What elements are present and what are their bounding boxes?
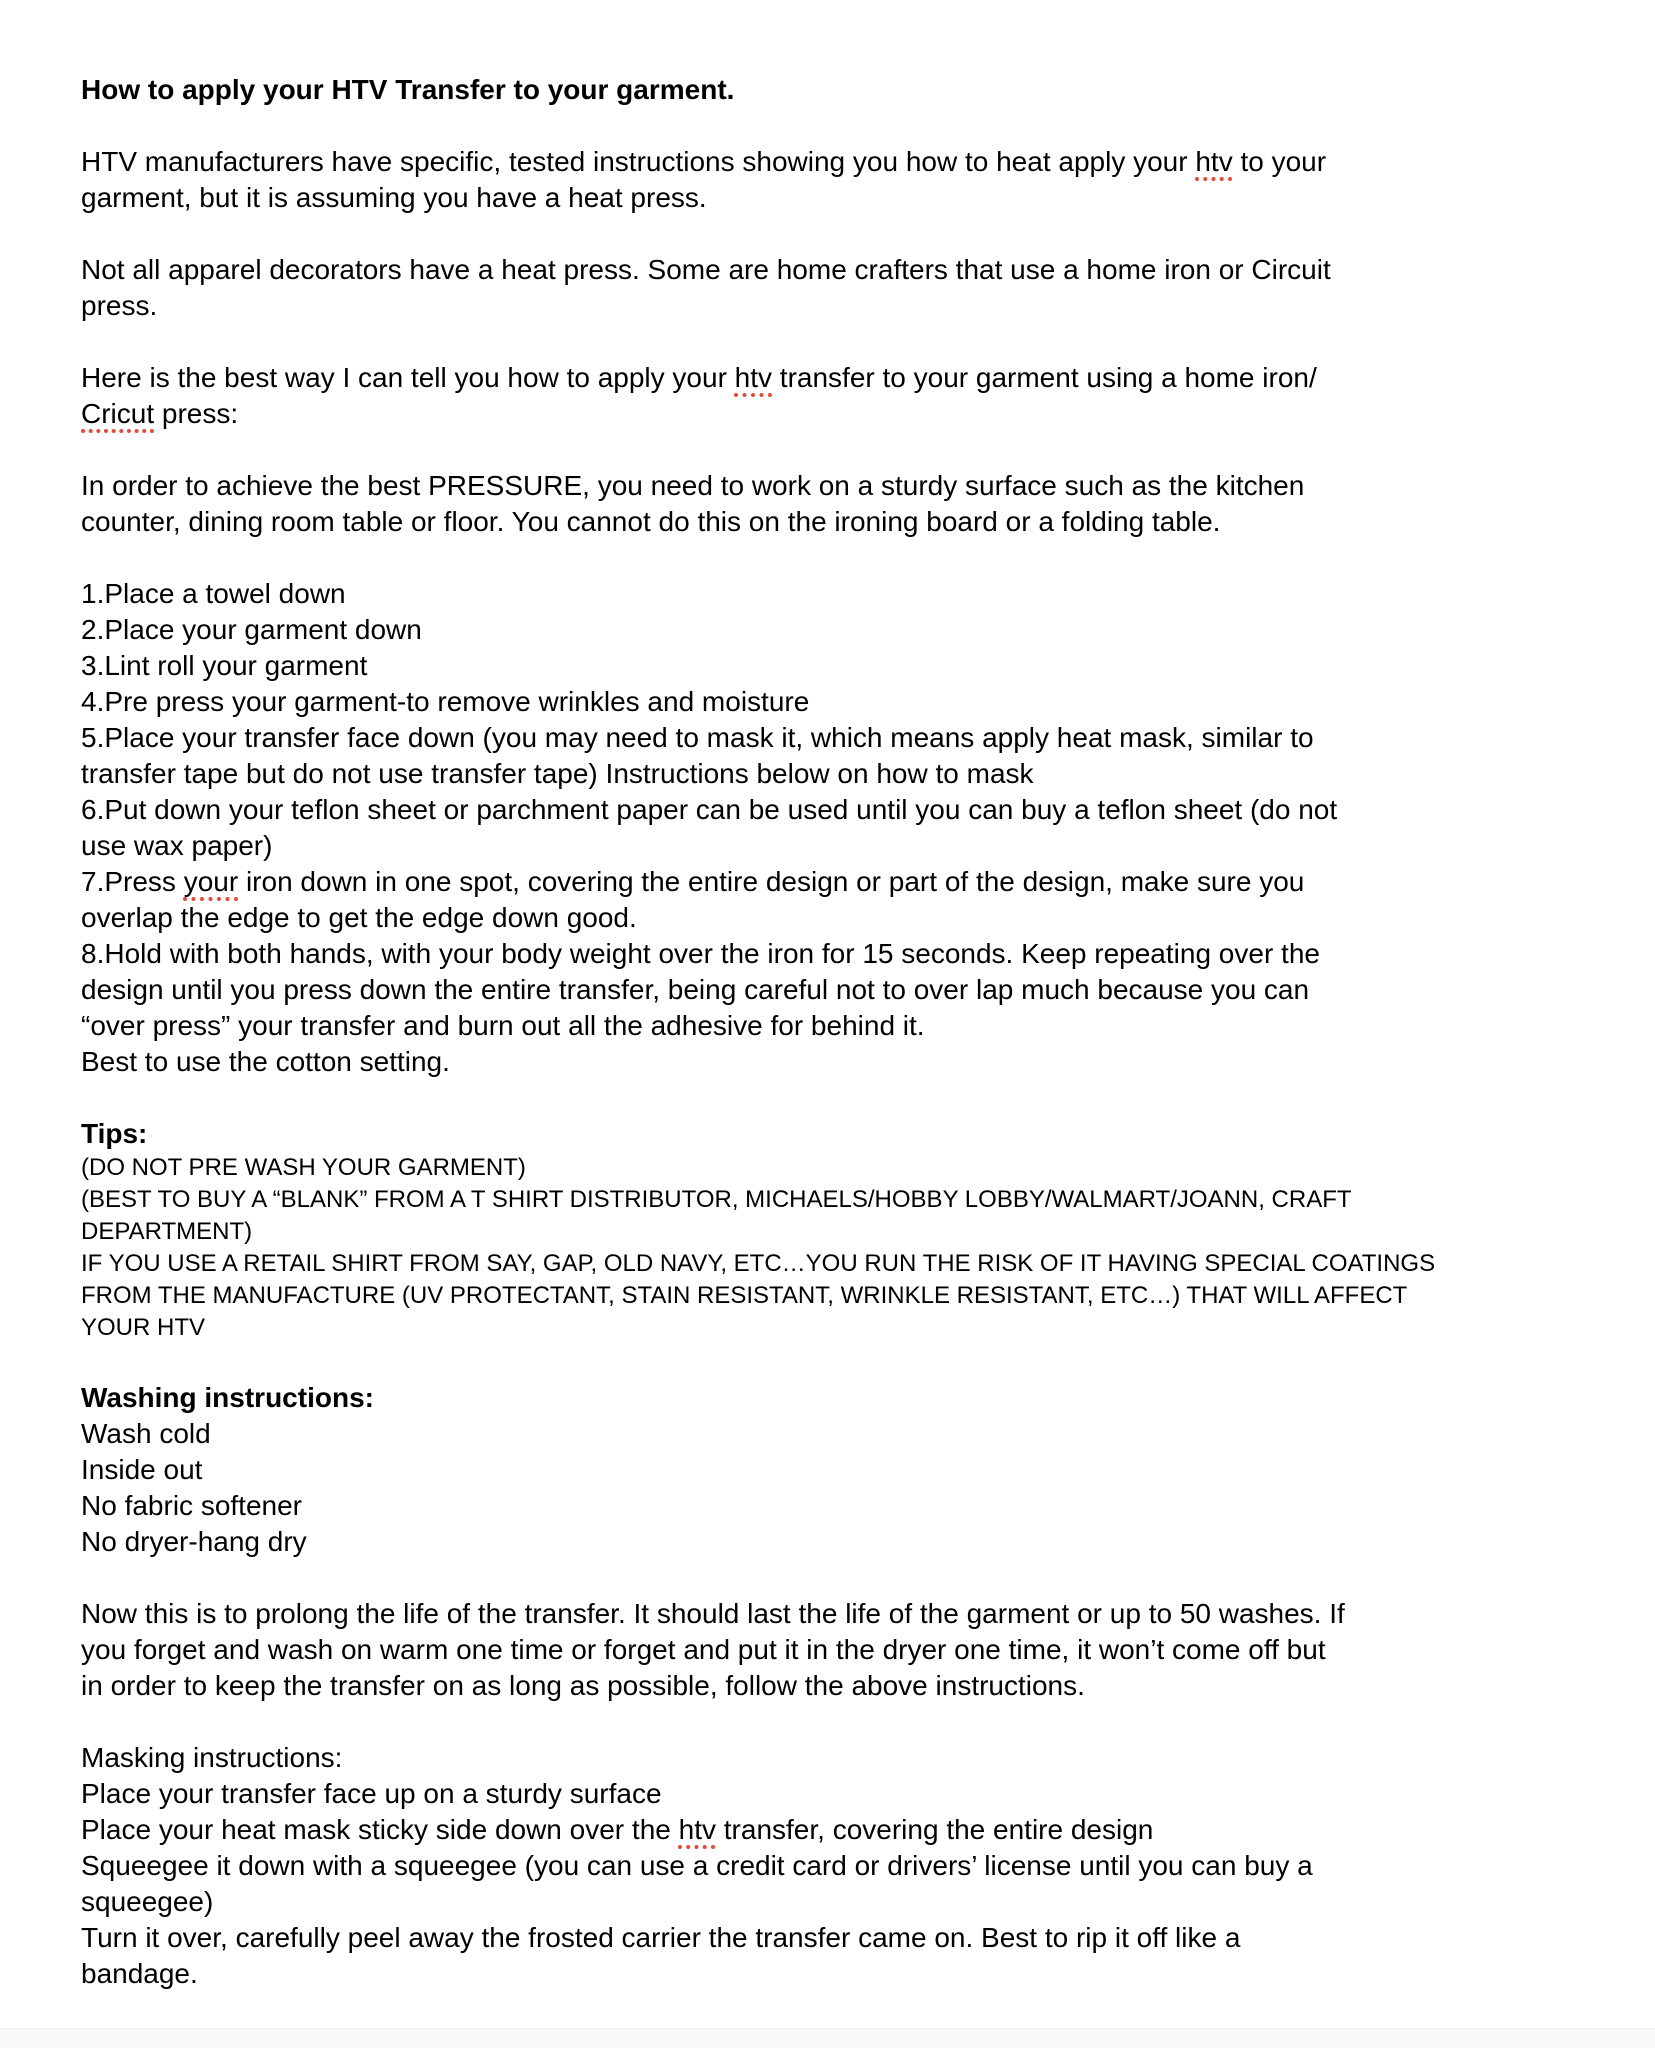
text-segment: transfer tape but do not use transfer tape) Instructions below on how to mask [81, 758, 1034, 789]
text-line [81, 1044, 1611, 1080]
text-line [81, 288, 1611, 324]
text-segment: iron down in one spot, covering the entire design or part of the design, make sure you [238, 866, 1305, 897]
text-line [81, 864, 1611, 900]
text-line [81, 972, 1611, 1008]
text-segment: Squeegee it down with a squeegee (you can use a credit card or drivers’ license until you can buy a [81, 1850, 1313, 1881]
text-segment: Turn it over, carefully peel away the frosted carrier the transfer came on. Best to rip it off like a [81, 1922, 1241, 1953]
text-line [81, 72, 1611, 108]
text-segment: transfer, covering the entire design [715, 1814, 1154, 1845]
text-line [81, 1248, 1611, 1280]
text-segment: garment, but it is assuming you have a heat press. [81, 182, 707, 213]
text-line [81, 360, 1611, 396]
text-line [81, 144, 1611, 180]
misspelled-word: htv [1195, 146, 1233, 177]
text-segment: YOUR HTV [81, 1314, 206, 1341]
text-line [81, 180, 1611, 216]
text-segment: DEPARTMENT) [81, 1218, 253, 1245]
tips-heading [81, 1116, 1611, 1152]
text-segment: FROM THE MANUFACTURE (UV PROTECTANT, STAIN RESISTANT, WRINKLE RESISTANT, ETC…) THAT WILL AFFECT [81, 1282, 1408, 1309]
text-segment: transfer to your garment using a home iron/ [772, 362, 1317, 393]
window-bottom-edge [0, 2028, 1655, 2048]
text-segment: “over press” your transfer and burn out all the adhesive for behind it. [81, 1010, 925, 1041]
text-line [81, 1380, 1611, 1416]
text-segment: 3.Lint roll your garment [81, 650, 368, 681]
text-line [81, 1596, 1611, 1632]
text-line [81, 1312, 1611, 1344]
text-segment: (BEST TO BUY A “BLANK” FROM A T SHIRT DISTRIBUTOR, MICHAELS/HOBBY LOBBY/WALMART/JOANN, CRAFT [81, 1186, 1352, 1213]
text-line [81, 1884, 1611, 1920]
text-segment: (DO NOT PRE WASH YOUR GARMENT) [81, 1154, 526, 1181]
text-line [81, 1452, 1611, 1488]
text-line [81, 1632, 1611, 1668]
text-segment: No dryer-hang dry [81, 1526, 307, 1557]
text-line [81, 468, 1611, 504]
text-segment: Inside out [81, 1454, 203, 1485]
text-segment: 5.Place your transfer face down (you may need to mask it, which means apply heat mask, similar to [81, 722, 1314, 753]
text-line [81, 1184, 1611, 1216]
text-line [81, 504, 1611, 540]
text-segment: 4.Pre press your garment-to remove wrinkles and moisture [81, 686, 810, 717]
text-segment: 6.Put down your teflon sheet or parchment paper can be used until you can buy a teflon sheet (do not [81, 794, 1338, 825]
masking-instructions [81, 1740, 1611, 1992]
text-segment: press: [154, 398, 239, 429]
text-line [81, 1920, 1611, 1956]
text-line [81, 1216, 1611, 1248]
text-segment: use wax paper) [81, 830, 273, 861]
text-segment: Masking instructions: [81, 1742, 343, 1773]
text-segment: Here is the best way I can tell you how to apply your [81, 362, 735, 393]
text-line [81, 756, 1611, 792]
text-segment: Washing instructions: [81, 1382, 374, 1413]
text-segment: design until you press down the entire transfer, being careful not to over lap much because you can [81, 974, 1310, 1005]
misspelled-word: htv [734, 362, 773, 393]
text-line [81, 1416, 1611, 1452]
pressure-paragraph [81, 468, 1611, 540]
text-line [81, 1740, 1611, 1776]
misspelled-word: htv [678, 1814, 716, 1845]
text-line [81, 1008, 1611, 1044]
best-way-paragraph [81, 360, 1611, 432]
text-segment: 8.Hold with both hands, with your body weight over the iron for 15 seconds. Keep repeating over the [81, 938, 1320, 969]
text-line [81, 576, 1611, 612]
text-segment: Best to use the cotton setting. [81, 1046, 450, 1077]
washing-heading [81, 1380, 1611, 1416]
text-segment: to your [1232, 146, 1327, 177]
text-segment: No fabric softener [81, 1490, 302, 1521]
text-line [81, 1956, 1611, 1992]
text-line [81, 720, 1611, 756]
text-segment: In order to achieve the best PRESSURE, you need to work on a sturdy surface such as the kitchen [81, 470, 1305, 501]
text-segment: Tips: [81, 1118, 148, 1149]
text-line [81, 1524, 1611, 1560]
text-line [81, 1812, 1611, 1848]
text-line [81, 1668, 1611, 1704]
washing-list [81, 1416, 1611, 1560]
text-line [81, 648, 1611, 684]
not-all-decorators-paragraph [81, 252, 1611, 324]
text-line [81, 792, 1611, 828]
text-line [81, 612, 1611, 648]
text-line [81, 252, 1611, 288]
text-segment: counter, dining room table or floor. You cannot do this on the ironing board or a folding table. [81, 506, 1221, 537]
document-content [81, 72, 1611, 1992]
text-segment: Place your heat mask sticky side down over the [81, 1814, 679, 1845]
text-line [81, 684, 1611, 720]
text-line [81, 900, 1611, 936]
text-line [81, 1116, 1611, 1152]
text-segment: Place your transfer face up on a sturdy surface [81, 1778, 662, 1809]
text-segment: you forget and wash on warm one time or forget and put it in the dryer one time, it won’t come off but [81, 1634, 1326, 1665]
tips-list [81, 1152, 1611, 1344]
text-segment: Not all apparel decorators have a heat press. Some are home crafters that use a home iron or Circuit [81, 254, 1331, 285]
prolong-paragraph [81, 1596, 1611, 1704]
text-segment: in order to keep the transfer on as long as possible, follow the above instructions. [81, 1670, 1085, 1701]
text-segment: bandage. [81, 1958, 198, 1989]
text-line [81, 1488, 1611, 1524]
intro-paragraph [81, 144, 1611, 216]
text-segment: HTV manufacturers have specific, tested instructions showing you how to heat apply your [81, 146, 1196, 177]
text-segment: press. [81, 290, 158, 321]
text-line [81, 1776, 1611, 1812]
text-line [81, 936, 1611, 972]
text-segment: Wash cold [81, 1418, 211, 1449]
text-segment: squeegee) [81, 1886, 214, 1917]
steps-list [81, 576, 1611, 1080]
text-segment: IF YOU USE A RETAIL SHIRT FROM SAY, GAP, OLD NAVY, ETC…YOU RUN THE RISK OF IT HAVING SPECIAL COATINGS [81, 1250, 1436, 1277]
text-segment: How to apply your HTV Transfer to your garment. [81, 74, 735, 105]
text-line [81, 828, 1611, 864]
text-line [81, 1280, 1611, 1312]
text-segment: Now this is to prolong the life of the transfer. It should last the life of the garment or up to 50 washes. If [81, 1598, 1345, 1629]
text-line [81, 1848, 1611, 1884]
text-segment: 2.Place your garment down [81, 614, 422, 645]
text-segment: 1.Place a towel down [81, 578, 346, 609]
text-line [81, 396, 1611, 432]
misspelled-word: your [183, 866, 239, 897]
misspelled-word: Cricut [81, 398, 155, 429]
title [81, 72, 1611, 108]
text-line [81, 1152, 1611, 1184]
text-segment: overlap the edge to get the edge down good. [81, 902, 637, 933]
text-segment: 7.Press [81, 866, 184, 897]
